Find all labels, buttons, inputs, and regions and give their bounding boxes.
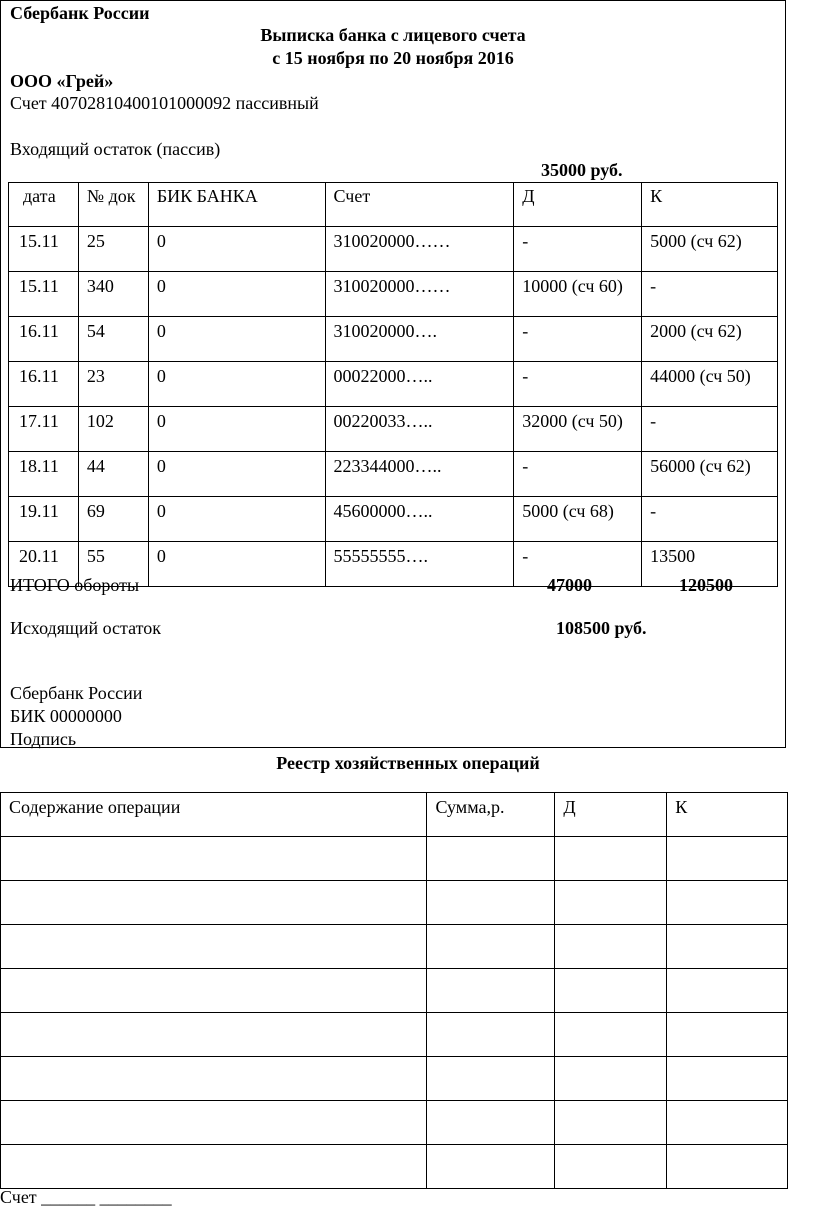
statement-cell: 69	[78, 497, 148, 542]
statement-row	[9, 497, 778, 542]
statement-cell: -	[642, 497, 778, 542]
register-empty-cell[interactable]	[427, 1101, 555, 1145]
register-empty-cell[interactable]	[1, 1101, 427, 1145]
statement-cell: 54	[78, 317, 148, 362]
register-empty-cell[interactable]	[667, 837, 788, 881]
statement-cell: 0	[148, 452, 325, 497]
statement-cell: 55555555….	[325, 542, 514, 587]
register-empty-cell[interactable]	[427, 881, 555, 925]
account-line: Счет 40702810400101000092 пассивный	[10, 93, 319, 113]
statement-cell: -	[514, 362, 642, 407]
register-empty-cell[interactable]	[555, 837, 667, 881]
closing-balance-value: 108500 руб.	[556, 618, 647, 638]
statement-title-line2: с 15 ноября по 20 ноября 2016	[272, 48, 514, 68]
register-empty-row	[1, 1013, 788, 1057]
register-empty-cell[interactable]	[427, 1013, 555, 1057]
register-empty-cell[interactable]	[555, 1101, 667, 1145]
register-empty-cell[interactable]	[667, 1013, 788, 1057]
statement-cell: 00022000…..	[325, 362, 514, 407]
statement-cell: 310020000……	[325, 272, 514, 317]
register-empty-cell[interactable]	[555, 925, 667, 969]
statement-cell: 340	[78, 272, 148, 317]
register-title: Реестр хозяйственных операций	[276, 753, 540, 773]
register-empty-row	[1, 925, 788, 969]
register-empty-cell[interactable]	[667, 925, 788, 969]
register-header-cell: К	[667, 793, 788, 837]
statement-cell: 32000 (сч 50)	[514, 407, 642, 452]
turnover-label: ИТОГО обороты	[10, 575, 140, 595]
statement-cell: 23	[78, 362, 148, 407]
statement-table	[8, 182, 778, 587]
statement-cell: -	[514, 542, 642, 587]
closing-balance-label: Исходящий остаток	[10, 618, 162, 638]
statement-cell: 0	[148, 272, 325, 317]
statement-cell: 2000 (сч 62)	[642, 317, 778, 362]
register-header-cell: Сумма,р.	[427, 793, 555, 837]
statement-header-cell: К	[642, 183, 778, 227]
register-empty-cell[interactable]	[1, 925, 427, 969]
opening-balance-label: Входящий остаток (пассив)	[10, 139, 221, 159]
statement-cell: 10000 (сч 60)	[514, 272, 642, 317]
footer-bank: Сбербанк России	[10, 683, 143, 703]
statement-cell: -	[514, 317, 642, 362]
opening-balance-value: 35000 руб.	[541, 160, 623, 180]
statement-cell: 00220033…..	[325, 407, 514, 452]
statement-cell: 0	[148, 362, 325, 407]
register-empty-cell[interactable]	[427, 925, 555, 969]
statement-cell: 102	[78, 407, 148, 452]
statement-cell: 0	[148, 227, 325, 272]
statement-cell: -	[514, 227, 642, 272]
statement-cell: -	[514, 452, 642, 497]
statement-cell: -	[642, 272, 778, 317]
statement-row	[9, 407, 778, 452]
statement-header-cell: Счет	[325, 183, 514, 227]
statement-cell: 16.11	[9, 317, 79, 362]
statement-cell: 56000 (сч 62)	[642, 452, 778, 497]
statement-cell: 310020000….	[325, 317, 514, 362]
register-empty-cell[interactable]	[667, 881, 788, 925]
statement-cell: 16.11	[9, 362, 79, 407]
register-empty-row	[1, 969, 788, 1013]
statement-cell: 0	[148, 407, 325, 452]
statement-header-cell: № док	[78, 183, 148, 227]
register-empty-row	[1, 837, 788, 881]
register-empty-cell[interactable]	[1, 1057, 427, 1101]
footer-bik: БИК 00000000	[10, 706, 122, 726]
register-empty-cell[interactable]	[427, 1057, 555, 1101]
statement-cell: 223344000…..	[325, 452, 514, 497]
statement-cell: 19.11	[9, 497, 79, 542]
statement-header-cell: БИК БАНКА	[148, 183, 325, 227]
register-empty-cell[interactable]	[555, 881, 667, 925]
register-empty-cell[interactable]	[667, 1145, 788, 1189]
register-empty-cell[interactable]	[427, 1145, 555, 1189]
statement-cell: 0	[148, 317, 325, 362]
statement-cell: 15.11	[9, 272, 79, 317]
statement-cell: 25	[78, 227, 148, 272]
statement-row	[9, 362, 778, 407]
company-name: ООО «Грей»	[10, 71, 114, 91]
bottom-account-line: Счет ______ ________	[0, 1187, 172, 1207]
register-empty-row	[1, 1145, 788, 1189]
register-empty-cell[interactable]	[1, 969, 427, 1013]
statement-cell: 310020000……	[325, 227, 514, 272]
footer-signature: Подпись	[10, 729, 77, 749]
statement-cell: 20.11	[9, 542, 79, 587]
statement-cell: 45600000…..	[325, 497, 514, 542]
register-empty-cell[interactable]	[1, 1145, 427, 1189]
bank-name: Сбербанк России	[10, 3, 150, 23]
statement-cell: 0	[148, 542, 325, 587]
statement-header-row	[9, 183, 778, 227]
statement-header-cell: Д	[514, 183, 642, 227]
statement-cell: 5000 (сч 62)	[642, 227, 778, 272]
register-empty-cell[interactable]	[667, 1101, 788, 1145]
statement-cell: 5000 (сч 68)	[514, 497, 642, 542]
register-empty-cell[interactable]	[555, 1013, 667, 1057]
register-empty-row	[1, 1101, 788, 1145]
register-empty-cell[interactable]	[1, 837, 427, 881]
statement-cell: -	[642, 407, 778, 452]
statement-cell: 17.11	[9, 407, 79, 452]
register-empty-cell[interactable]	[1, 1013, 427, 1057]
statement-cell: 0	[148, 497, 325, 542]
statement-row	[9, 452, 778, 497]
register-empty-cell[interactable]	[1, 881, 427, 925]
register-empty-cell[interactable]	[555, 969, 667, 1013]
register-empty-cell[interactable]	[555, 1057, 667, 1101]
register-empty-row	[1, 1057, 788, 1101]
turnover-credit: 120500	[679, 575, 733, 595]
statement-row	[9, 227, 778, 272]
register-empty-cell[interactable]	[555, 1145, 667, 1189]
statement-cell: 13500	[642, 542, 778, 587]
register-header-cell: Содержание операции	[1, 793, 427, 837]
register-header-cell: Д	[555, 793, 667, 837]
register-empty-cell[interactable]	[667, 969, 788, 1013]
statement-row	[9, 317, 778, 362]
register-empty-row	[1, 881, 788, 925]
statement-header-cell: дата	[9, 183, 79, 227]
statement-row	[9, 272, 778, 317]
register-table	[0, 792, 788, 1189]
statement-cell: 18.11	[9, 452, 79, 497]
statement-cell: 44000 (сч 50)	[642, 362, 778, 407]
statement-cell: 44	[78, 452, 148, 497]
register-header-row	[1, 793, 788, 837]
statement-cell: 55	[78, 542, 148, 587]
register-empty-cell[interactable]	[427, 837, 555, 881]
statement-title-line1: Выписка банка с лицевого счета	[260, 25, 526, 45]
register-empty-cell[interactable]	[427, 969, 555, 1013]
statement-cell: 15.11	[9, 227, 79, 272]
turnover-debit: 47000	[547, 575, 592, 595]
register-empty-cell[interactable]	[667, 1057, 788, 1101]
